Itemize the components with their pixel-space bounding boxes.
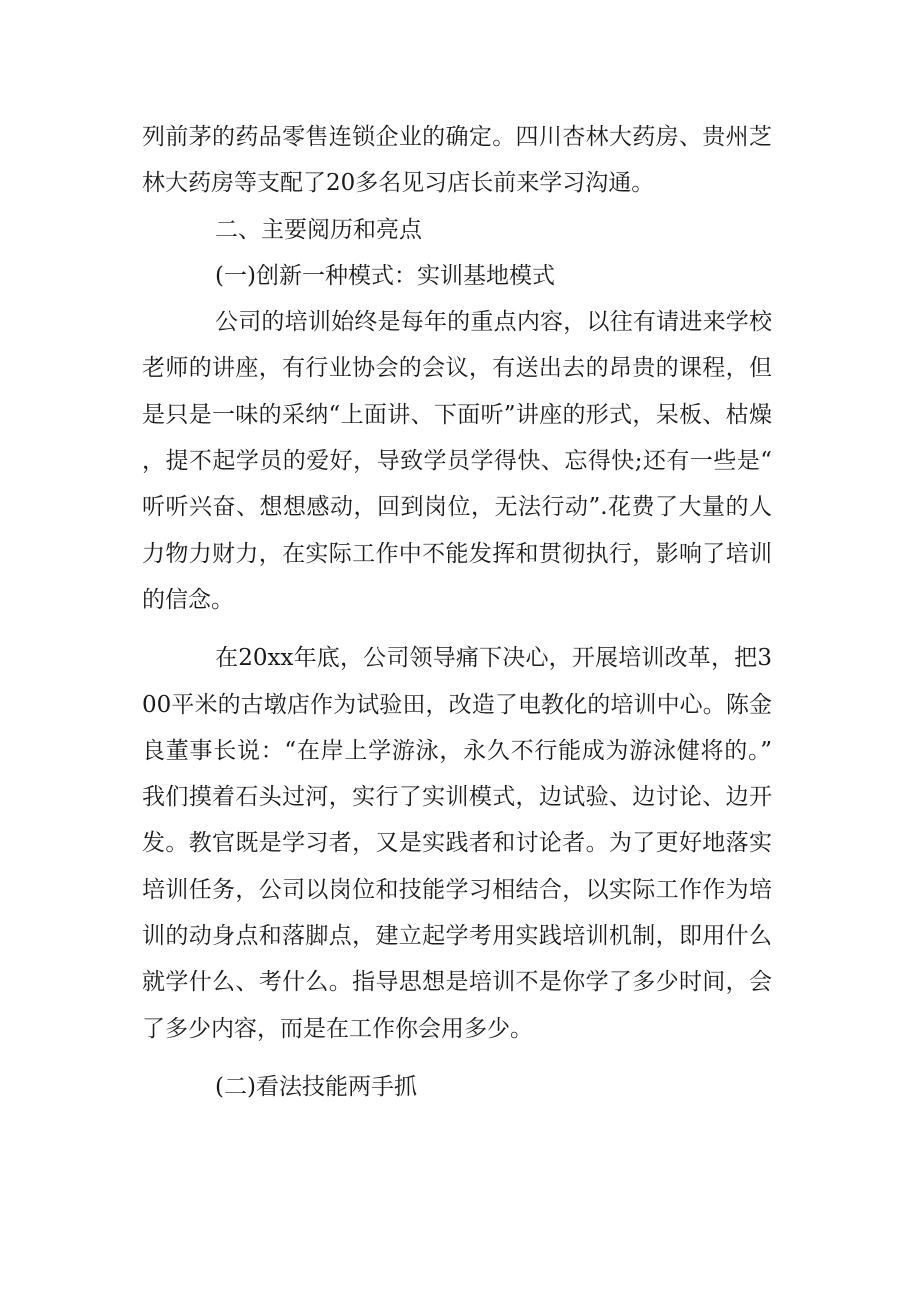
paragraph-training-reform: 在20xx年底，公司领导痛下决心，开展培训改革，把300平米的古墩店作为试验田，改造了电教化的培训中心。陈金良董事长说：“在岸上学游泳，永久不行能成为游泳健将的。”我们摸着石头过河，实行了实训模式，边试验、边讨论、边开发。教官既是学习者，又是实践者和讨论者。为了更好地落实培训任务，公司以岗位和技能学习相结合，以实际工作作为培训的动身点和落脚点，建立起学考用实践培训机制，即用什么就学什么、考什么。指导思想是培训不是你学了多少时间，会了多少内容，而是在工作你会用多少。 <box>142 645 772 1042</box>
document-body <box>142 114 772 1110</box>
paragraph-training-history: 公司的培训始终是每年的重点内容，以往有请进来学校老师的讲座，有行业协会的会议，有送出去的昂贵的课程，但是只是一味的采纳“上面讲、下面听”讲座的形式，呆板、枯燥，提不起学员的爱好，导致学员学得快、忘得快;还有一些是“听听兴奋、想想感动，回到岗位，无法行动”.花费了大量的人力物力财力，在实际工作中不能发挥和贯彻执行，影响了培训的信念。 <box>142 309 772 613</box>
paragraph-continuation: 列前茅的药品零售连锁企业的确定。四川杏林大药房、贵州芝林大药房等支配了20多名见习店长前来学习沟通。 <box>142 124 772 197</box>
subsection-heading-1: (一)创新一种模式：实训基地模式 <box>215 262 555 289</box>
subsection-heading-2: (二)看法技能两手抓 <box>215 1073 417 1100</box>
section-heading: 二、主要阅历和亮点 <box>215 216 422 243</box>
